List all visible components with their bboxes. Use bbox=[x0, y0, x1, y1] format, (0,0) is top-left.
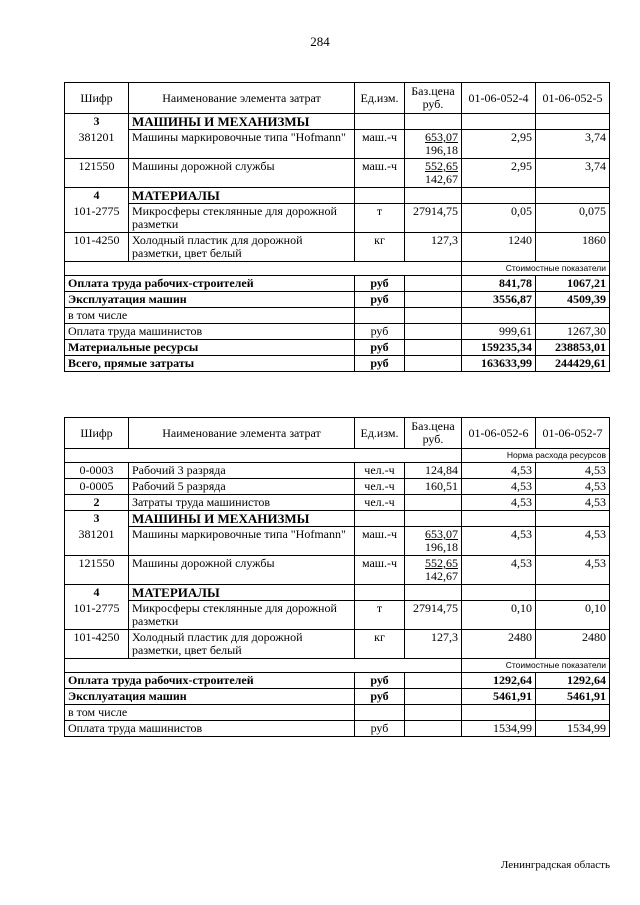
header-base-price: Баз.цена руб. bbox=[405, 83, 462, 114]
price-secondary: 196,18 bbox=[425, 143, 458, 157]
cost-row bbox=[65, 324, 610, 340]
table-row bbox=[65, 233, 610, 262]
value-column-1: 4,53 bbox=[462, 463, 536, 479]
resource-code: 101-4250 bbox=[65, 630, 129, 659]
cost-value-1: 841,78 bbox=[462, 276, 536, 292]
table-row bbox=[65, 601, 610, 630]
resource-price: 27914,75 bbox=[405, 204, 462, 233]
value-column-1: 2,95 bbox=[462, 159, 536, 188]
price-primary: 552,65 bbox=[425, 556, 458, 570]
resource-name: Машины маркировочные типа "Hofmann" bbox=[129, 527, 355, 556]
section-row-machines bbox=[65, 511, 610, 527]
empty-cell bbox=[405, 340, 462, 356]
cost-name: Оплата труда машинистов bbox=[65, 721, 355, 737]
cost-unit: руб bbox=[355, 689, 405, 705]
resource-table-1 bbox=[64, 82, 610, 372]
section-code: 4 bbox=[65, 585, 129, 601]
value-column-1: 0,05 bbox=[462, 204, 536, 233]
resource-name: Рабочий 5 разряда bbox=[129, 479, 355, 495]
table-header-row bbox=[65, 418, 610, 449]
resource-name: Микросферы стеклянные для дорожной разметки bbox=[129, 601, 355, 630]
header-code: Шифр bbox=[65, 418, 129, 449]
resource-name: Рабочий 3 разряда bbox=[129, 463, 355, 479]
empty-cell bbox=[405, 705, 462, 721]
empty-cell bbox=[536, 308, 610, 324]
cost-row bbox=[65, 356, 610, 372]
resource-unit: т bbox=[355, 204, 405, 233]
resource-price bbox=[405, 159, 462, 188]
resource-price: 127,3 bbox=[405, 630, 462, 659]
empty-cell bbox=[355, 308, 405, 324]
cost-name: в том числе bbox=[65, 308, 355, 324]
table-row bbox=[65, 556, 610, 585]
price-primary: 552,65 bbox=[425, 159, 458, 173]
cost-name: Материальные ресурсы bbox=[65, 340, 355, 356]
table-row bbox=[65, 630, 610, 659]
empty-cell bbox=[536, 585, 610, 601]
empty-cell bbox=[405, 188, 462, 204]
value-column-1: 2,95 bbox=[462, 130, 536, 159]
resource-name: Машины маркировочные типа "Hofmann" bbox=[129, 130, 355, 159]
table-row bbox=[65, 479, 610, 495]
empty-cell bbox=[405, 324, 462, 340]
empty-cell bbox=[405, 511, 462, 527]
value-column-2: 4,53 bbox=[536, 495, 610, 511]
cost-indicators-header-row bbox=[65, 262, 610, 276]
table-row bbox=[65, 159, 610, 188]
resource-name: Машины дорожной службы bbox=[129, 556, 355, 585]
cost-value-2: 4509,39 bbox=[536, 292, 610, 308]
value-column-1: 0,10 bbox=[462, 601, 536, 630]
section-row-materials bbox=[65, 585, 610, 601]
cost-unit: руб bbox=[355, 356, 405, 372]
empty-cell bbox=[65, 659, 462, 673]
price-primary: 653,07 bbox=[425, 527, 458, 541]
cost-row bbox=[65, 340, 610, 356]
value-column-2: 3,74 bbox=[536, 159, 610, 188]
empty-cell bbox=[65, 449, 462, 463]
cost-unit: руб bbox=[355, 721, 405, 737]
empty-cell bbox=[405, 292, 462, 308]
cost-name: Оплата труда машинистов bbox=[65, 324, 355, 340]
value-column-2: 0,075 bbox=[536, 204, 610, 233]
resource-unit: чел.-ч bbox=[355, 479, 405, 495]
cost-name: Оплата труда рабочих-строителей bbox=[65, 276, 355, 292]
section-title: МАШИНЫ И МЕХАНИЗМЫ bbox=[129, 511, 355, 527]
norm-header: Норма расхода ресурсов bbox=[462, 449, 610, 463]
cost-unit: руб bbox=[355, 324, 405, 340]
empty-cell bbox=[355, 114, 405, 130]
cost-value-2: 244429,61 bbox=[536, 356, 610, 372]
resource-unit: маш.-ч bbox=[355, 527, 405, 556]
section-code: 3 bbox=[65, 511, 129, 527]
empty-cell bbox=[355, 705, 405, 721]
price-secondary: 142,67 bbox=[425, 569, 458, 583]
price-secondary: 196,18 bbox=[425, 540, 458, 554]
cost-value-2: 1067,21 bbox=[536, 276, 610, 292]
value-column-1: 1240 bbox=[462, 233, 536, 262]
resource-table-2 bbox=[64, 417, 610, 737]
value-column-2: 1860 bbox=[536, 233, 610, 262]
empty-cell bbox=[405, 308, 462, 324]
resource-unit: кг bbox=[355, 233, 405, 262]
empty-cell bbox=[462, 114, 536, 130]
header-column-1: 01-06-052-6 bbox=[462, 418, 536, 449]
cost-row bbox=[65, 308, 610, 324]
resource-code: 381201 bbox=[65, 130, 129, 159]
cost-unit: руб bbox=[355, 292, 405, 308]
page-number: 284 bbox=[310, 34, 330, 49]
cost-indicators-header: Стоимостные показатели bbox=[462, 262, 610, 276]
cost-name: Оплата труда рабочих-строителей bbox=[65, 673, 355, 689]
resource-name: Холодный пластик для дорожной разметки, цвет белый bbox=[129, 630, 355, 659]
value-column-1: 4,53 bbox=[462, 527, 536, 556]
value-column-2: 2480 bbox=[536, 630, 610, 659]
cost-unit: руб bbox=[355, 276, 405, 292]
resource-code: 101-4250 bbox=[65, 233, 129, 262]
resource-code: 121550 bbox=[65, 159, 129, 188]
cost-row bbox=[65, 721, 610, 737]
section-title: МАТЕРИАЛЫ bbox=[129, 585, 355, 601]
cost-value-2: 238853,01 bbox=[536, 340, 610, 356]
resource-code: 2 bbox=[65, 495, 129, 511]
empty-cell bbox=[462, 308, 536, 324]
resource-code: 381201 bbox=[65, 527, 129, 556]
section-row-materials bbox=[65, 188, 610, 204]
cost-row bbox=[65, 689, 610, 705]
cost-row bbox=[65, 276, 610, 292]
section-title: МАШИНЫ И МЕХАНИЗМЫ bbox=[129, 114, 355, 130]
cost-value-1: 1292,64 bbox=[462, 673, 536, 689]
cost-name: Эксплуатация машин bbox=[65, 689, 355, 705]
price-primary: 653,07 bbox=[425, 130, 458, 144]
value-column-2: 3,74 bbox=[536, 130, 610, 159]
value-column-2: 4,53 bbox=[536, 556, 610, 585]
table-header-row bbox=[65, 83, 610, 114]
cost-value-1: 999,61 bbox=[462, 324, 536, 340]
table-row bbox=[65, 204, 610, 233]
cost-value-1: 159235,34 bbox=[462, 340, 536, 356]
cost-row bbox=[65, 673, 610, 689]
resource-code: 101-2775 bbox=[65, 601, 129, 630]
section-title: МАТЕРИАЛЫ bbox=[129, 188, 355, 204]
header-name: Наименование элемента затрат bbox=[129, 418, 355, 449]
resource-price: 160,51 bbox=[405, 479, 462, 495]
value-column-1: 2480 bbox=[462, 630, 536, 659]
section-code: 3 bbox=[65, 114, 129, 130]
value-column-2: 0,10 bbox=[536, 601, 610, 630]
empty-cell bbox=[536, 114, 610, 130]
resource-unit: чел.-ч bbox=[355, 495, 405, 511]
value-column-2: 4,53 bbox=[536, 527, 610, 556]
resource-unit: т bbox=[355, 601, 405, 630]
value-column-2: 4,53 bbox=[536, 463, 610, 479]
resource-unit: маш.-ч bbox=[355, 130, 405, 159]
resource-price: 127,3 bbox=[405, 233, 462, 262]
resource-unit: чел.-ч bbox=[355, 463, 405, 479]
resource-name: Машины дорожной службы bbox=[129, 159, 355, 188]
table-row bbox=[65, 463, 610, 479]
empty-cell bbox=[405, 495, 462, 511]
cost-value-2: 1292,64 bbox=[536, 673, 610, 689]
resource-unit: маш.-ч bbox=[355, 159, 405, 188]
header-unit: Ед.изм. bbox=[355, 418, 405, 449]
header-unit: Ед.изм. bbox=[355, 83, 405, 114]
section-row-machines bbox=[65, 114, 610, 130]
header-column-1: 01-06-052-4 bbox=[462, 83, 536, 114]
norm-header-row bbox=[65, 449, 610, 463]
cost-value-2: 5461,91 bbox=[536, 689, 610, 705]
resource-name: Затраты труда машинистов bbox=[129, 495, 355, 511]
cost-value-1: 5461,91 bbox=[462, 689, 536, 705]
cost-name: Всего, прямые затраты bbox=[65, 356, 355, 372]
resource-code: 0-0003 bbox=[65, 463, 129, 479]
resource-price bbox=[405, 556, 462, 585]
cost-value-1: 1534,99 bbox=[462, 721, 536, 737]
empty-cell bbox=[355, 585, 405, 601]
section-code: 4 bbox=[65, 188, 129, 204]
cost-value-2: 1534,99 bbox=[536, 721, 610, 737]
resource-price: 27914,75 bbox=[405, 601, 462, 630]
cost-row bbox=[65, 705, 610, 721]
resource-code: 101-2775 bbox=[65, 204, 129, 233]
resource-price bbox=[405, 527, 462, 556]
empty-cell bbox=[405, 276, 462, 292]
empty-cell bbox=[405, 356, 462, 372]
resource-price bbox=[405, 130, 462, 159]
cost-value-1: 163633,99 bbox=[462, 356, 536, 372]
cost-name: Эксплуатация машин bbox=[65, 292, 355, 308]
empty-cell bbox=[536, 511, 610, 527]
resource-code: 0-0005 bbox=[65, 479, 129, 495]
empty-cell bbox=[405, 585, 462, 601]
cost-indicators-header: Стоимостные показатели bbox=[462, 659, 610, 673]
header-name: Наименование элемента затрат bbox=[129, 83, 355, 114]
empty-cell bbox=[405, 114, 462, 130]
resource-name: Микросферы стеклянные для дорожной разметки bbox=[129, 204, 355, 233]
empty-cell bbox=[65, 262, 462, 276]
table-row-operator-labor bbox=[65, 495, 610, 511]
resource-unit: кг bbox=[355, 630, 405, 659]
cost-indicators-header-row bbox=[65, 659, 610, 673]
cost-row bbox=[65, 292, 610, 308]
header-column-2: 01-06-052-7 bbox=[536, 418, 610, 449]
price-secondary: 142,67 bbox=[425, 172, 458, 186]
cost-name: в том числе bbox=[65, 705, 355, 721]
resource-name: Холодный пластик для дорожной разметки, цвет белый bbox=[129, 233, 355, 262]
table-row bbox=[65, 130, 610, 159]
resource-unit: маш.-ч bbox=[355, 556, 405, 585]
empty-cell bbox=[536, 705, 610, 721]
header-base-price: Баз.цена руб. bbox=[405, 418, 462, 449]
value-column-1: 4,53 bbox=[462, 556, 536, 585]
header-code: Шифр bbox=[65, 83, 129, 114]
value-column-1: 4,53 bbox=[462, 479, 536, 495]
cost-value-2: 1267,30 bbox=[536, 324, 610, 340]
empty-cell bbox=[405, 689, 462, 705]
cost-value-1: 3556,87 bbox=[462, 292, 536, 308]
empty-cell bbox=[462, 705, 536, 721]
empty-cell bbox=[536, 188, 610, 204]
empty-cell bbox=[355, 188, 405, 204]
footer-region: Ленинградская область bbox=[500, 859, 610, 871]
empty-cell bbox=[405, 673, 462, 689]
empty-cell bbox=[462, 188, 536, 204]
cost-unit: руб bbox=[355, 673, 405, 689]
empty-cell bbox=[405, 721, 462, 737]
empty-cell bbox=[462, 585, 536, 601]
header-column-2: 01-06-052-5 bbox=[536, 83, 610, 114]
cost-unit: руб bbox=[355, 340, 405, 356]
table-row bbox=[65, 527, 610, 556]
empty-cell bbox=[462, 511, 536, 527]
empty-cell bbox=[355, 511, 405, 527]
value-column-1: 4,53 bbox=[462, 495, 536, 511]
value-column-2: 4,53 bbox=[536, 479, 610, 495]
resource-code: 121550 bbox=[65, 556, 129, 585]
resource-price: 124,84 bbox=[405, 463, 462, 479]
